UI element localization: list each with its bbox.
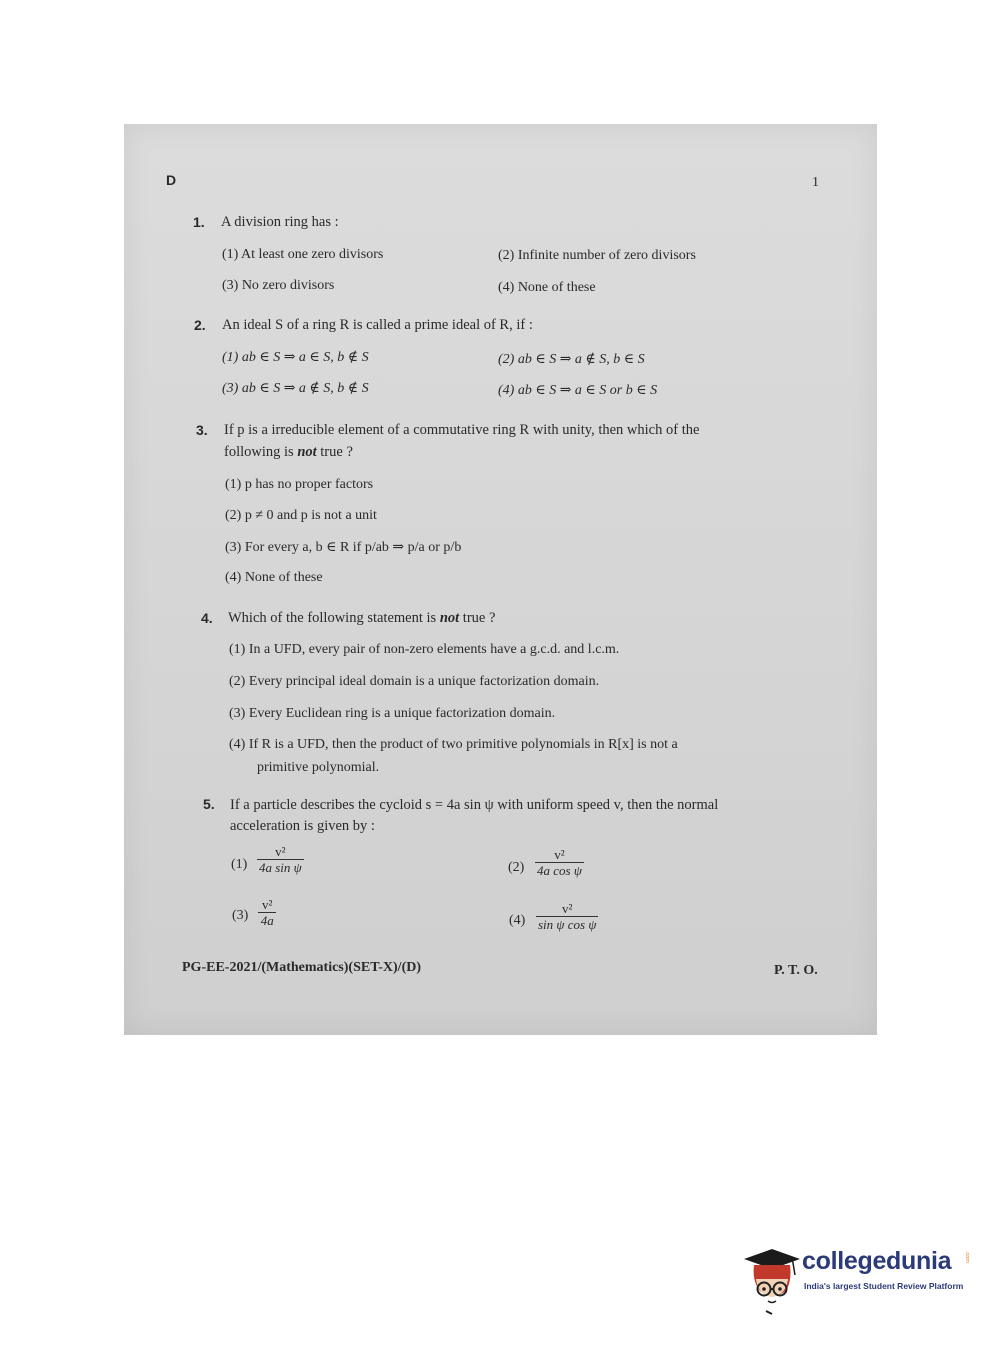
option: (2) Every principal ideal domain is a unique factorization domain. bbox=[229, 674, 600, 689]
option: (4) None of these bbox=[225, 570, 323, 585]
question-text-line1: If p is a irreducible element of a commutative ring R with unity, then which of the bbox=[224, 422, 700, 438]
option: (2) p ≠ 0 and p is not a unit bbox=[225, 508, 377, 523]
fraction bbox=[535, 848, 584, 879]
question-text: An ideal S of a ring R is called a prime ideal of R, if : bbox=[222, 317, 533, 333]
question-text-line1: If a particle describes the cycloid s = 4a sin ψ with uniform speed v, then the normal bbox=[230, 797, 719, 813]
option: (4) None of these bbox=[498, 280, 596, 295]
brand-tagline: India's largest Student Review Platform bbox=[804, 1281, 964, 1291]
question-text-line2 bbox=[224, 444, 353, 461]
option-label: (4) bbox=[509, 913, 526, 928]
fraction bbox=[258, 898, 276, 929]
option-label: (2) bbox=[508, 860, 525, 875]
option: (1) At least one zero divisors bbox=[222, 247, 384, 262]
option: (1) In a UFD, every pair of non-zero elements have a g.c.d. and l.c.m. bbox=[229, 642, 620, 657]
brand-name: collegedunia bbox=[802, 1247, 952, 1275]
question-number: 4. bbox=[201, 610, 213, 626]
question-text bbox=[228, 610, 495, 627]
option: (2) ab ∈ S ⇒ a ∉ S, b ∈ S bbox=[498, 352, 645, 367]
denominator: 4a cos ψ bbox=[537, 863, 582, 878]
page-number: 1 bbox=[812, 175, 819, 190]
numerator: v² bbox=[275, 844, 286, 859]
emphasis-not: not bbox=[297, 444, 317, 460]
option: (1) ab ∈ S ⇒ a ∈ S, b ∉ S bbox=[222, 350, 369, 365]
denominator: sin ψ cos ψ bbox=[538, 917, 597, 932]
option-continuation: primitive polynomial. bbox=[257, 760, 380, 775]
question-number: 5. bbox=[203, 796, 215, 812]
fraction bbox=[536, 902, 598, 933]
question-text: A division ring has : bbox=[221, 214, 339, 230]
denominator: 4a sin ψ bbox=[259, 860, 302, 875]
emphasis-not: not bbox=[439, 610, 460, 626]
option: (3) ab ∈ S ⇒ a ∉ S, b ∉ S bbox=[222, 381, 369, 396]
text-segment: true ? bbox=[459, 610, 496, 626]
option: (2) Infinite number of zero divisors bbox=[498, 248, 696, 263]
question-number: 1. bbox=[193, 214, 205, 230]
option: (4) If R is a UFD, then the product of two primitive polynomials in R[x] is not a bbox=[229, 737, 678, 752]
pto-label: P. T. O. bbox=[774, 963, 818, 978]
numerator: v² bbox=[554, 847, 565, 862]
text-segment: following is bbox=[224, 444, 298, 460]
denominator: 4a bbox=[260, 913, 274, 928]
fraction bbox=[257, 845, 304, 876]
option-label: (3) bbox=[232, 908, 249, 923]
option: (3) No zero divisors bbox=[222, 278, 335, 293]
text-segment: Which of the following statement is bbox=[228, 610, 440, 626]
paper-code: PG-EE-2021/(Mathematics)(SET-X)/(D) bbox=[182, 960, 422, 975]
option: (3) For every a, b ∈ R if p/ab ⇒ p/a or p/b bbox=[225, 540, 462, 555]
set-letter: D bbox=[166, 172, 177, 188]
collegedunia-logo bbox=[742, 1245, 972, 1315]
numerator: v² bbox=[262, 897, 273, 912]
option: (3) Every Euclidean ring is a unique factorization domain. bbox=[229, 706, 556, 721]
numerator: v² bbox=[562, 901, 573, 916]
question-number: 2. bbox=[194, 317, 206, 333]
option-label: (1) bbox=[231, 857, 248, 872]
option: (4) ab ∈ S ⇒ a ∈ S or b ∈ S bbox=[498, 383, 658, 398]
mascot-icon bbox=[742, 1245, 802, 1315]
brand-dotcom: .com bbox=[964, 1251, 970, 1263]
question-number: 3. bbox=[196, 422, 208, 438]
option: (1) p has no proper factors bbox=[225, 477, 374, 492]
question-text-line2: acceleration is given by : bbox=[230, 818, 375, 834]
text-segment: true ? bbox=[316, 444, 353, 460]
